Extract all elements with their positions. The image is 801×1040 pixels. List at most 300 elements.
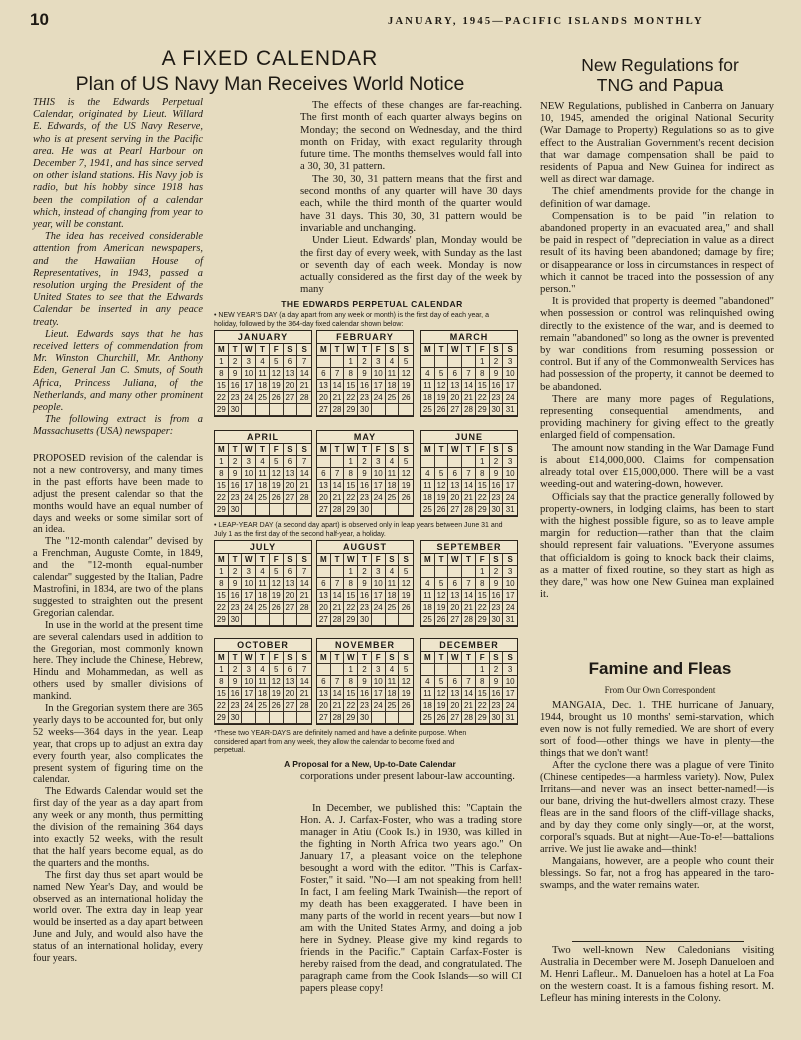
calendar-weekday: T: [435, 444, 449, 456]
calendar-day: 25: [386, 492, 400, 504]
calendar-day: [399, 614, 413, 626]
calendar-day: 13: [448, 590, 462, 602]
calendar-day: [331, 664, 345, 676]
calendar-day: 27: [317, 712, 331, 724]
calendar-day: [331, 566, 345, 578]
calendar-day: 30: [358, 712, 372, 724]
calendar-day: 22: [476, 392, 490, 404]
calendar-weekday: T: [435, 344, 449, 356]
calendar-day: 28: [331, 712, 345, 724]
calendar-weekday: T: [358, 554, 372, 566]
calendar-weekday: T: [462, 444, 476, 456]
calendar-day: 8: [344, 368, 358, 380]
article-body-col1: [33, 453, 203, 965]
calendar-weekday: T: [435, 554, 449, 566]
calendar-day: 24: [242, 492, 256, 504]
calendar-month-name: AUGUST: [317, 541, 413, 554]
calendar-day: [372, 712, 386, 724]
calendar-day: 2: [358, 566, 372, 578]
calendar-day: 19: [399, 380, 413, 392]
calendar-weekday: S: [399, 344, 413, 356]
calendar-day: 14: [331, 380, 345, 392]
calendar-day: 8: [215, 468, 229, 480]
calendar-day: 10: [242, 368, 256, 380]
calendar-weekday: M: [421, 444, 435, 456]
calendar-day: 17: [372, 480, 386, 492]
calendar-day: [297, 504, 311, 516]
calendar-day: 13: [317, 380, 331, 392]
calendar-day: 24: [503, 602, 517, 614]
calendar-day: 22: [476, 492, 490, 504]
body-paragraph: In the Gregorian system there are 365 yearly days to be accounted for, but only 52 weeks—364 days in the year. Leap year, that crops up to adjust an extra day every fourth year, also complicates the present system of figuring time on the calendar.: [33, 703, 203, 786]
calendar-day: 23: [358, 392, 372, 404]
calendar-day: 10: [372, 468, 386, 480]
tng-subtitle: TNG and Papua: [596, 75, 724, 95]
calendar-day: 16: [229, 480, 243, 492]
calendar-day: 23: [490, 700, 504, 712]
calendar-month-february: [316, 330, 414, 417]
calendar-day: 29: [344, 712, 358, 724]
calendar-weekday: W: [448, 554, 462, 566]
calendar-day: 8: [344, 468, 358, 480]
body-paragraph: Under Lieut. Edwards' plan, Monday would be the first day of every week, with Sunday as the last or seventh day of each week. Monday is now actually considered as the first day of the week by many: [300, 234, 522, 296]
calendar-day: 2: [358, 664, 372, 676]
calendar-day: 14: [331, 688, 345, 700]
tng-paragraph: The amount now standing in the War Damage Fund is about £14,000,000. Claims for compensation already total over £15,000,000. There will be a vast weeding-out and watering-down, however.: [540, 441, 774, 491]
calendar-month-july: [214, 540, 312, 627]
calendar-day: 6: [284, 664, 298, 676]
calendar-weekday: W: [242, 652, 256, 664]
calendar-day: 29: [215, 504, 229, 516]
calendar-day: 2: [490, 456, 504, 468]
calendar-weekday: T: [358, 652, 372, 664]
calendar-day: 13: [448, 688, 462, 700]
calendar-day: 17: [372, 380, 386, 392]
tng-body: [540, 100, 774, 600]
calendar-day: [331, 356, 345, 368]
calendar-day: [448, 356, 462, 368]
calendar-day: 14: [297, 368, 311, 380]
calendar-day: 4: [421, 468, 435, 480]
calendar-day: 12: [435, 380, 449, 392]
calendar-day: 5: [435, 578, 449, 590]
calendar-day: 11: [421, 480, 435, 492]
calendar-day: 30: [490, 712, 504, 724]
calendar-day: 12: [435, 590, 449, 602]
calendar-day: 12: [270, 578, 284, 590]
calendar-day: 15: [215, 688, 229, 700]
calendar-day: 20: [284, 590, 298, 602]
calendar-title: THE EDWARDS PERPETUAL CALENDAR: [281, 299, 463, 309]
calendar-weekday: S: [386, 444, 400, 456]
calendar-weekday: W: [344, 344, 358, 356]
calendar-day: 19: [435, 492, 449, 504]
calendar-day: 19: [399, 480, 413, 492]
calendar-day: 16: [490, 480, 504, 492]
calendar-day: 16: [229, 688, 243, 700]
calendar-day: 30: [229, 504, 243, 516]
calendar-day: 28: [462, 504, 476, 516]
calendar-day: 18: [256, 688, 270, 700]
calendar-day: 12: [399, 368, 413, 380]
article-title: A FIXED CALENDAR: [161, 47, 379, 70]
calendar-day: 7: [462, 578, 476, 590]
calendar-day: [462, 566, 476, 578]
calendar-month-october: [214, 638, 312, 725]
body-paragraph: In use in the world at the present time are several calendars used in addition to the Gregorian, most commonly known here. They include the Chinese, Hebrew, Hindu and Mohammedan, as well as others used by smaller divisions of mankind.: [33, 619, 203, 703]
calendar-day: 13: [448, 380, 462, 392]
calendar-weekday: M: [317, 444, 331, 456]
calendar-note-bottom: *These two YEAR-DAYS are definitely named and have a definite purpose. When considered apart from any week, they allow the calendar to become fixed and perpetual.: [214, 730, 467, 754]
calendar-day: 11: [256, 578, 270, 590]
calendar-month-december: [420, 638, 518, 725]
calendar-day: 1: [476, 566, 490, 578]
calendar-month-name: MAY: [317, 431, 413, 444]
calendar-day: 17: [242, 480, 256, 492]
calendar-day: 11: [421, 688, 435, 700]
calendar-day: 30: [358, 614, 372, 626]
calendar-day: 3: [372, 566, 386, 578]
calendar-day: 17: [242, 590, 256, 602]
calendar-day: [270, 404, 284, 416]
calendar-day: [421, 566, 435, 578]
calendar-month-name: SEPTEMBER: [421, 541, 517, 554]
calendar-day: 24: [242, 602, 256, 614]
calendar-day: 16: [229, 380, 243, 392]
calendar-weekday: S: [490, 444, 504, 456]
calendar-day: 20: [448, 492, 462, 504]
carfax-paragraph: In December, we published this: "Captain the Hon. A. J. Carfax-Foster, who was a trading store manager in Atiu (Cook Is.) in 1930, was killed in the fighting in North Africa two years ago." On January 17, a pleasant voice on the telephone besought a word with the editor. "This is Carfax-Foster," it said. "No—I am not speaking from hell! In fact, I am feeling Mark Twainish—the report of my death has been exaggerated. I have been in many parts of the world in recent years—but now I am with the United States Army, and doing a job here in Sydney. Please give my kind regards to friends in the Pacific." Captain Carfax-Foster is hereby raised from the dead, and congratulated. The paragraph came from the Cook Islands—so will CI papers please copy!: [300, 803, 522, 994]
calendar-day: [284, 712, 298, 724]
calendar-day: 1: [215, 456, 229, 468]
calendar-weekday: W: [448, 344, 462, 356]
calendar-day: 12: [435, 688, 449, 700]
calendar-day: [386, 504, 400, 516]
calendar-day: 23: [490, 602, 504, 614]
calendar-day: 28: [297, 602, 311, 614]
calendar-day: 9: [229, 676, 243, 688]
calendar-day: 12: [270, 676, 284, 688]
calendar-day: 14: [297, 468, 311, 480]
calendar-month-january: [214, 330, 312, 417]
calendar-weekday: T: [462, 554, 476, 566]
calendar-day: [284, 504, 298, 516]
body-paragraph: The effects of these changes are far-reaching. The first month of each quarter always begins on Monday; the second on Wednesday, and the third month on Friday, with exact regularity through future time. The months themselves would fall into a 30, 30, 31 pattern.: [300, 99, 522, 173]
famine-title: Famine and Fleas: [588, 659, 732, 678]
calendar-day: 27: [448, 504, 462, 516]
calendar-day: [256, 404, 270, 416]
calendar-day: 4: [421, 368, 435, 380]
calendar-day: 28: [462, 404, 476, 416]
calendar-day: 26: [435, 504, 449, 516]
calendar-day: 30: [358, 404, 372, 416]
calendar-day: 24: [503, 492, 517, 504]
body-paragraph: The "12-month calendar" devised by a Frenchman, Auguste Comte, in 1849, and the "12-month equal-number calendar" suggested by the Italian, Padre Mastrofini, in 1834, are two of the plans suggested to straighten out the present Gregorian calendar.: [33, 536, 203, 619]
calendar-day: 10: [372, 578, 386, 590]
calendar-day: 6: [284, 356, 298, 368]
calendar-day: 5: [399, 356, 413, 368]
calendar-day: 18: [386, 480, 400, 492]
calendar-day: 15: [476, 380, 490, 392]
calendar-day: 7: [297, 664, 311, 676]
calendar-day: 15: [476, 688, 490, 700]
calendar-day: 27: [317, 404, 331, 416]
calendar-day: 26: [435, 712, 449, 724]
calendar-month-name: APRIL: [215, 431, 311, 444]
calendar-weekday: T: [331, 554, 345, 566]
calendar-day: 7: [331, 578, 345, 590]
calendar-day: 24: [503, 700, 517, 712]
calendar-day: 2: [490, 356, 504, 368]
calendar-day: 30: [358, 504, 372, 516]
calendar-day: 28: [331, 504, 345, 516]
calendar-weekday: S: [297, 344, 311, 356]
column-divider: [572, 941, 744, 942]
calendar-month-name: JULY: [215, 541, 311, 554]
calendar-day: 22: [215, 700, 229, 712]
calendar-day: 8: [476, 468, 490, 480]
calendar-day: 10: [503, 468, 517, 480]
calendar-day: 30: [490, 614, 504, 626]
calendar-day: 13: [317, 480, 331, 492]
calendar-day: 2: [358, 456, 372, 468]
calendar-weekday: T: [229, 554, 243, 566]
tng-paragraph: The chief amendments provide for the change in definition of war damage.: [540, 185, 774, 210]
calendar-day: 9: [490, 578, 504, 590]
calendar-month-name: MARCH: [421, 331, 517, 344]
calendar-weekday: T: [331, 444, 345, 456]
calendar-day: 26: [399, 492, 413, 504]
famine-byline: From Our Own Correspondent: [604, 685, 716, 695]
calendar-day: 17: [372, 688, 386, 700]
calendar-weekday: S: [503, 554, 517, 566]
calendar-day: 22: [344, 392, 358, 404]
calendar-day: 25: [256, 602, 270, 614]
calendar-day: 30: [490, 504, 504, 516]
calendar-day: 16: [229, 590, 243, 602]
calendar-day: 18: [256, 380, 270, 392]
calendar-day: 11: [386, 676, 400, 688]
calendar-day: [256, 504, 270, 516]
calendar-day: 3: [503, 664, 517, 676]
calendar-day: 11: [256, 368, 270, 380]
calendar-day: 6: [317, 468, 331, 480]
calendar-day: 19: [399, 688, 413, 700]
calendar-day: 20: [317, 392, 331, 404]
calendar-month-name: FEBRUARY: [317, 331, 413, 344]
calendar-day: 15: [344, 480, 358, 492]
calendar-day: 13: [284, 368, 298, 380]
calendar-day: 4: [256, 664, 270, 676]
calendar-day: 2: [229, 456, 243, 468]
calendar-day: 16: [358, 590, 372, 602]
calendar-day: [297, 404, 311, 416]
calendar-day: [399, 712, 413, 724]
calendar-day: 6: [448, 368, 462, 380]
calendar-day: 10: [242, 676, 256, 688]
calendar-day: 29: [476, 404, 490, 416]
calendar-day: 18: [421, 492, 435, 504]
calendar-day: 1: [476, 664, 490, 676]
famine-paragraph: Mangaians, however, are a people who count their blessings. So far, not a frog has appeared in the taro-swamps, and the water remains water.: [540, 856, 774, 891]
calendar-day: 22: [215, 602, 229, 614]
calendar-day: 31: [503, 504, 517, 516]
calendar-day: 16: [490, 590, 504, 602]
calendar-day: 4: [386, 456, 400, 468]
calendar-weekday: W: [448, 652, 462, 664]
calendar-day: [421, 664, 435, 676]
calendar-weekday: M: [215, 652, 229, 664]
calendar-day: 9: [229, 368, 243, 380]
calendar-day: [270, 504, 284, 516]
calendar-day: 21: [297, 688, 311, 700]
calendar-day: 10: [372, 368, 386, 380]
calendar-day: 8: [476, 368, 490, 380]
calendar-day: 21: [462, 700, 476, 712]
calendar-day: 28: [331, 404, 345, 416]
calendar-day: 1: [344, 356, 358, 368]
calendar-day: 17: [503, 480, 517, 492]
calendar-day: 10: [242, 578, 256, 590]
calendar-day: 25: [421, 404, 435, 416]
calendar-day: 16: [358, 480, 372, 492]
calendar-day: 14: [462, 480, 476, 492]
calendar-day: 21: [462, 392, 476, 404]
calendar-day: 7: [462, 368, 476, 380]
calendar-day: 3: [242, 566, 256, 578]
calendar-day: 6: [317, 676, 331, 688]
calendar-day: 21: [331, 602, 345, 614]
calendar-day: 8: [344, 676, 358, 688]
calendar-day: 2: [490, 566, 504, 578]
calendar-day: 24: [372, 700, 386, 712]
calendar-day: [448, 456, 462, 468]
calendar-day: 20: [284, 380, 298, 392]
calendar-day: 26: [435, 404, 449, 416]
calendar-weekday: W: [242, 554, 256, 566]
calendar-weekday: T: [331, 652, 345, 664]
calendar-day: 7: [297, 356, 311, 368]
calendar-day: 10: [503, 676, 517, 688]
calendar-day: 27: [448, 614, 462, 626]
calendar-day: 3: [372, 664, 386, 676]
calendar-day: 29: [215, 614, 229, 626]
calendar-day: 28: [462, 712, 476, 724]
body-paragraph: The Edwards Calendar would set the first day of the year as a day apart from any week or any month, thus permitting the division of the remaining 364 days into exactly 52 weeks, with the result that the half years become equal, as do the quarters and the months.: [33, 786, 203, 869]
calendar-day: 24: [242, 700, 256, 712]
calendar-day: 10: [503, 368, 517, 380]
calendar-day: 28: [462, 614, 476, 626]
calendar-day: 11: [386, 468, 400, 480]
calendar-day: [386, 614, 400, 626]
calendar-day: [284, 614, 298, 626]
calendar-day: 16: [490, 688, 504, 700]
calendar-day: 25: [421, 614, 435, 626]
calendar-day: 10: [503, 578, 517, 590]
calendar-month-name: OCTOBER: [215, 639, 311, 652]
calendar-day: 19: [270, 480, 284, 492]
calendar-day: 13: [317, 688, 331, 700]
calendar-day: 12: [399, 578, 413, 590]
calendar-day: [435, 456, 449, 468]
calendar-weekday: F: [372, 444, 386, 456]
calendar-day: 19: [270, 380, 284, 392]
calendar-day: 14: [331, 590, 345, 602]
calendar-day: 30: [229, 404, 243, 416]
calendar-day: 27: [284, 700, 298, 712]
calendar-day: 9: [358, 368, 372, 380]
calendar-weekday: T: [229, 444, 243, 456]
calendar-day: 7: [462, 468, 476, 480]
calendar-day: 27: [448, 712, 462, 724]
calendar-note-top: • NEW YEAR'S DAY (a day apart from any week or month) is the first day of each year, a holiday, followed by the 364-day fixed calendar shown below:: [214, 312, 489, 328]
calendar-day: 8: [215, 578, 229, 590]
calendar-day: 7: [331, 468, 345, 480]
calendar-weekday: F: [372, 554, 386, 566]
calendar-day: [242, 712, 256, 724]
calendar-day: 9: [490, 468, 504, 480]
calendar-day: 11: [256, 676, 270, 688]
calendar-day: 4: [256, 566, 270, 578]
calendar-day: 6: [284, 566, 298, 578]
calendar-day: [462, 356, 476, 368]
body-paragraph: The 30, 30, 31 pattern means that the first and second months of any quarter will have 30 days each, while the third month of the quarter would have 31 days. This 30, 30, 31 pattern would be invariable and unchanging.: [300, 172, 522, 234]
calendar-day: 22: [476, 700, 490, 712]
calendar-weekday: M: [421, 554, 435, 566]
calendar-day: 5: [435, 368, 449, 380]
calendar-day: 26: [270, 602, 284, 614]
calendar-day: [462, 456, 476, 468]
calendar-day: 25: [386, 392, 400, 404]
calendar-weekday: W: [242, 344, 256, 356]
calendar-month-march: [420, 330, 518, 417]
calendar-day: 12: [399, 468, 413, 480]
calendar-day: 1: [476, 356, 490, 368]
calendar-day: [256, 712, 270, 724]
calendar-day: 27: [284, 602, 298, 614]
calendar-weekday: T: [256, 444, 270, 456]
calendar-weekday: S: [490, 344, 504, 356]
calendar-day: 28: [297, 492, 311, 504]
calendar-day: 25: [386, 700, 400, 712]
calendar-day: 1: [215, 356, 229, 368]
calendar-day: 13: [284, 468, 298, 480]
calendar-day: 15: [215, 590, 229, 602]
calendar-day: 7: [331, 368, 345, 380]
calendar-weekday: S: [386, 554, 400, 566]
calendar-weekday: S: [399, 554, 413, 566]
calendar-day: 18: [386, 590, 400, 602]
calendar-weekday: F: [372, 652, 386, 664]
calendar-day: [256, 614, 270, 626]
calendar-weekday: W: [344, 444, 358, 456]
calendar-day: 31: [503, 614, 517, 626]
calendar-note-mid: • LEAP-YEAR DAY (a second day apart) is observed only in leap years between June 31 and July 1 as the first day of the second half-year, a holiday.: [214, 522, 503, 538]
calendar-day: 8: [215, 368, 229, 380]
calendar-day: 4: [386, 356, 400, 368]
calendar-day: 27: [448, 404, 462, 416]
calendar-day: 20: [448, 700, 462, 712]
calendar-weekday: S: [386, 344, 400, 356]
calendar-weekday: S: [284, 554, 298, 566]
tng-paragraph: Compensation is to be paid "in relation to abandoned property in an evacuated area," and shall be paid in respect of "depreciation in value as a direct result of its having been abandoned; damage by fire; or disappearance or loss in circumstances in respect of which it cannot be traced into the possession of any person.": [540, 209, 774, 296]
calendar-day: 9: [358, 676, 372, 688]
calendar-day: 6: [317, 368, 331, 380]
calendar-weekday: M: [317, 344, 331, 356]
calendar-day: 3: [242, 664, 256, 676]
famine-paragraph: MANGAIA, Dec. 1. THE hurricane of January, 1944, brought us 10 months' semi-starvation, which even now is not fully remedied. We are short of every sort of food—other things we have in plenty—the things that we don't want!: [540, 700, 774, 759]
calendar-weekday: M: [215, 554, 229, 566]
